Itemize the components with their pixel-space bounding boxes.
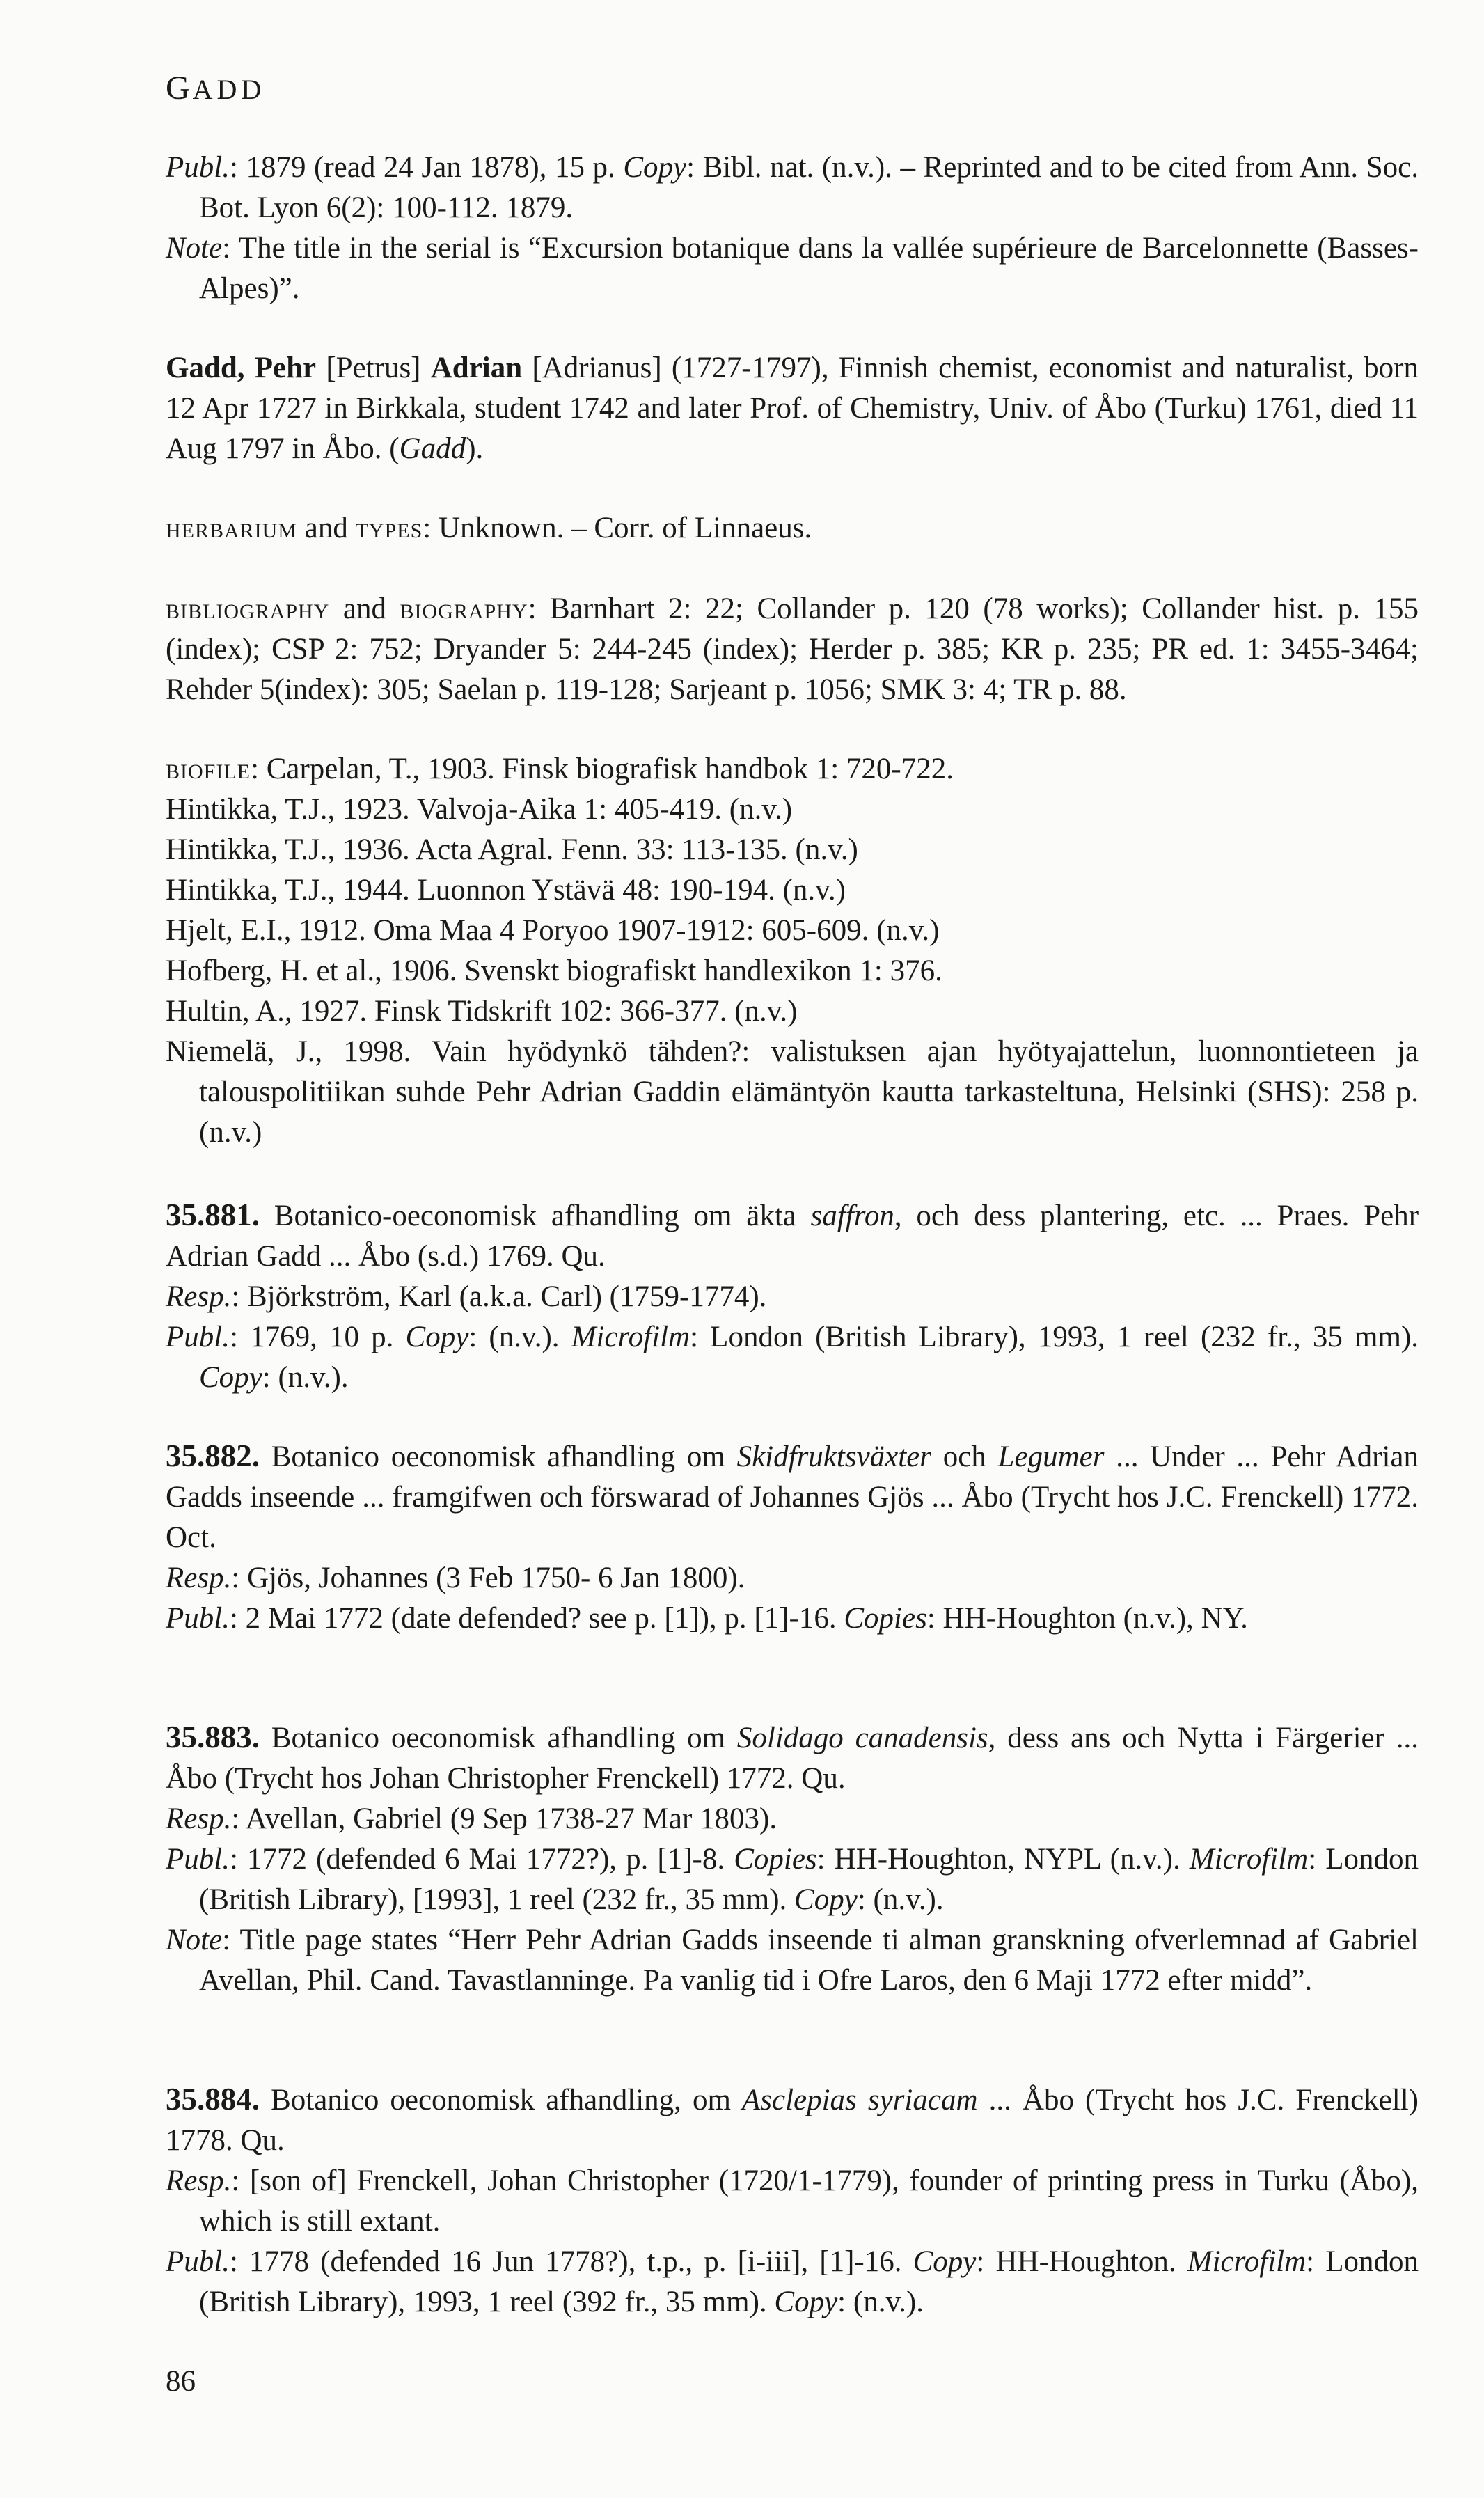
running-head	[166, 68, 265, 110]
biofile-line: Hintikka, T.J., 1944. Luonnon Ystävä 48: 190-194. (n.v.)	[166, 874, 846, 906]
entry-35-881	[166, 1195, 1419, 1398]
entry-title: 35.884. Botanico oeconomisk afhandling, om Asclepias syriacam ... Åbo (Trycht hos J.C. Frenckell) 1778. Qu.	[166, 2082, 1419, 2157]
entry-publ: Publ.: 1769, 10 p. Copy: (n.v.). Microfilm: London (British Library), 1993, 1 reel (232 fr., 35 mm). Copy: (n.v.).	[166, 1321, 1419, 1394]
entry-resp: Resp.: Avellan, Gabriel (9 Sep 1738-27 Mar 1803).	[166, 1802, 777, 1835]
biofile-line: Hjelt, E.I., 1912. Oma Maa 4 Poryoo 1907-1912: 605-609. (n.v.)	[166, 914, 940, 947]
herbarium-section: herbarium and types: Unknown. – Corr. of Linnaeus.	[166, 512, 812, 544]
entry-note: Note: Title page states “Herr Pehr Adrian Gadds inseende ti alman granskning ofverlemnad af Gabriel Avellan, Phil. Cand. Tavastlanninge. Pa vanlig tid i Ofre Laros, den 6 Maji 1772 efter midd”.	[166, 1924, 1419, 1997]
entry-title: 35.882. Botanico oeconomisk afhandling om Skidfruktsväxter och Legumer ... Under ... Pehr Adrian Gadds inseende ... framgifwen och förswarad of Johannes Gjös ... Åbo (Trycht hos J.C. Frenckell) 1772. Oct.	[166, 1438, 1419, 1554]
note-line: Note: The title in the serial is “Excursion botanique dans la vallée supérieure de Barcelonnette (Basses-Alpes)”.	[166, 232, 1419, 305]
entry-publ: Publ.: 1772 (defended 6 Mai 1772?), p. [1]-8. Copies: HH-Houghton, NYPL (n.v.). Microfilm: London (British Library), [1993], 1 reel (232 fr., 35 mm). Copy: (n.v.).	[166, 1843, 1419, 1916]
entry-title: 35.883. Botanico oeconomisk afhandling om Solidago canadensis, dess ans och Nytta i Färgerier ... Åbo (Trycht hos Johan Christopher Frenckell) 1772. Qu.	[166, 1720, 1419, 1795]
entry-35-884	[166, 2079, 1419, 2323]
entry-resp: Resp.: Björkström, Karl (a.k.a. Carl) (1759-1774).	[166, 1280, 767, 1313]
entry-title: 35.881. Botanico-oeconomisk afhandling om äkta saffron, och dess plantering, etc. ... Praes. Pehr Adrian Gadd ... Åbo (s.d.) 1769. Qu.	[166, 1197, 1419, 1273]
publ-line: Publ.: 1879 (read 24 Jan 1878), 15 p. Copy: Bibl. nat. (n.v.). – Reprinted and to be cited from Ann. Soc. Bot. Lyon 6(2): 100-112. 1879.	[166, 151, 1419, 224]
entry-publ: Publ.: 1778 (defended 16 Jun 1778?), t.p., p. [i-iii], [1]-16. Copy: HH-Houghton. Microfilm: London (British Library), 1993, 1 reel (392 fr., 35 mm). Copy: (n.v.).	[166, 2245, 1419, 2318]
biofile-line: Hultin, A., 1927. Finsk Tidskrift 102: 366-377. (n.v.)	[166, 995, 798, 1028]
running-head-rest: ADD	[192, 74, 266, 105]
biofile-section	[166, 749, 1419, 1153]
entry-resp: Resp.: Gjös, Johannes (3 Feb 1750- 6 Jan 1800).	[166, 1562, 745, 1594]
person-heading: Gadd, Pehr [Petrus] Adrian [Adrianus] (1727-1797), Finnish chemist, economist and naturalist, born 12 Apr 1727 in Birkkala, student 1742 and later Prof. of Chemistry, Univ. of Åbo (Turku) 1761, died 11 Aug 1797 in Åbo. (Gadd).	[166, 352, 1419, 465]
biofile-line: Hintikka, T.J., 1923. Valvoja-Aika 1: 405-419. (n.v.)	[166, 793, 793, 826]
biofile-line: biofile: Carpelan, T., 1903. Finsk biografisk handbok 1: 720-722.	[166, 753, 954, 785]
bibliography-section: bibliography and biography: Barnhart 2: 22; Collander p. 120 (78 works); Collander hist. p. 155 (index); CSP 2: 752; Dryander 5: 244-245 (index); Herder p. 385; KR p. 235; PR ed. 1: 3455-3464; Rehder 5(index): 305; Saelan p. 119-128; Sarjeant p. 1056; SMK 3: 4; TR p. 88.	[166, 592, 1419, 706]
biofile-line: Hofberg, H. et al., 1906. Svenskt biografiskt handlexikon 1: 376.	[166, 955, 942, 987]
entry-resp: Resp.: [son of] Frenckell, Johan Christopher (1720/1-1779), founder of printing press in Turku (Åbo), which is still extant.	[166, 2165, 1419, 2238]
entry-35-882	[166, 1436, 1419, 1639]
page-number: 86	[166, 2365, 196, 2398]
previous-entry-continuation	[166, 148, 1419, 309]
person-biography	[166, 348, 1419, 469]
biofile-line: Hintikka, T.J., 1936. Acta Agral. Fenn. 33: 113-135. (n.v.)	[166, 833, 858, 866]
entry-35-883	[166, 1717, 1419, 2001]
biofile-line: Niemelä, J., 1998. Vain hyödynkö tähden?: valistuksen ajan hyötyajattelun, luonnontieteen ja talouspolitiikan suhde Pehr Adrian Gaddin elämäntyön kautta tarkasteltuna, Helsinki (SHS): 258 p. (n.v.)	[166, 1035, 1419, 1149]
running-head-initial: G	[166, 70, 193, 107]
entry-publ: Publ.: 2 Mai 1772 (date defended? see p. [1]), p. [1]-16. Copies: HH-Houghton (n.v.), NY.	[166, 1602, 1248, 1635]
